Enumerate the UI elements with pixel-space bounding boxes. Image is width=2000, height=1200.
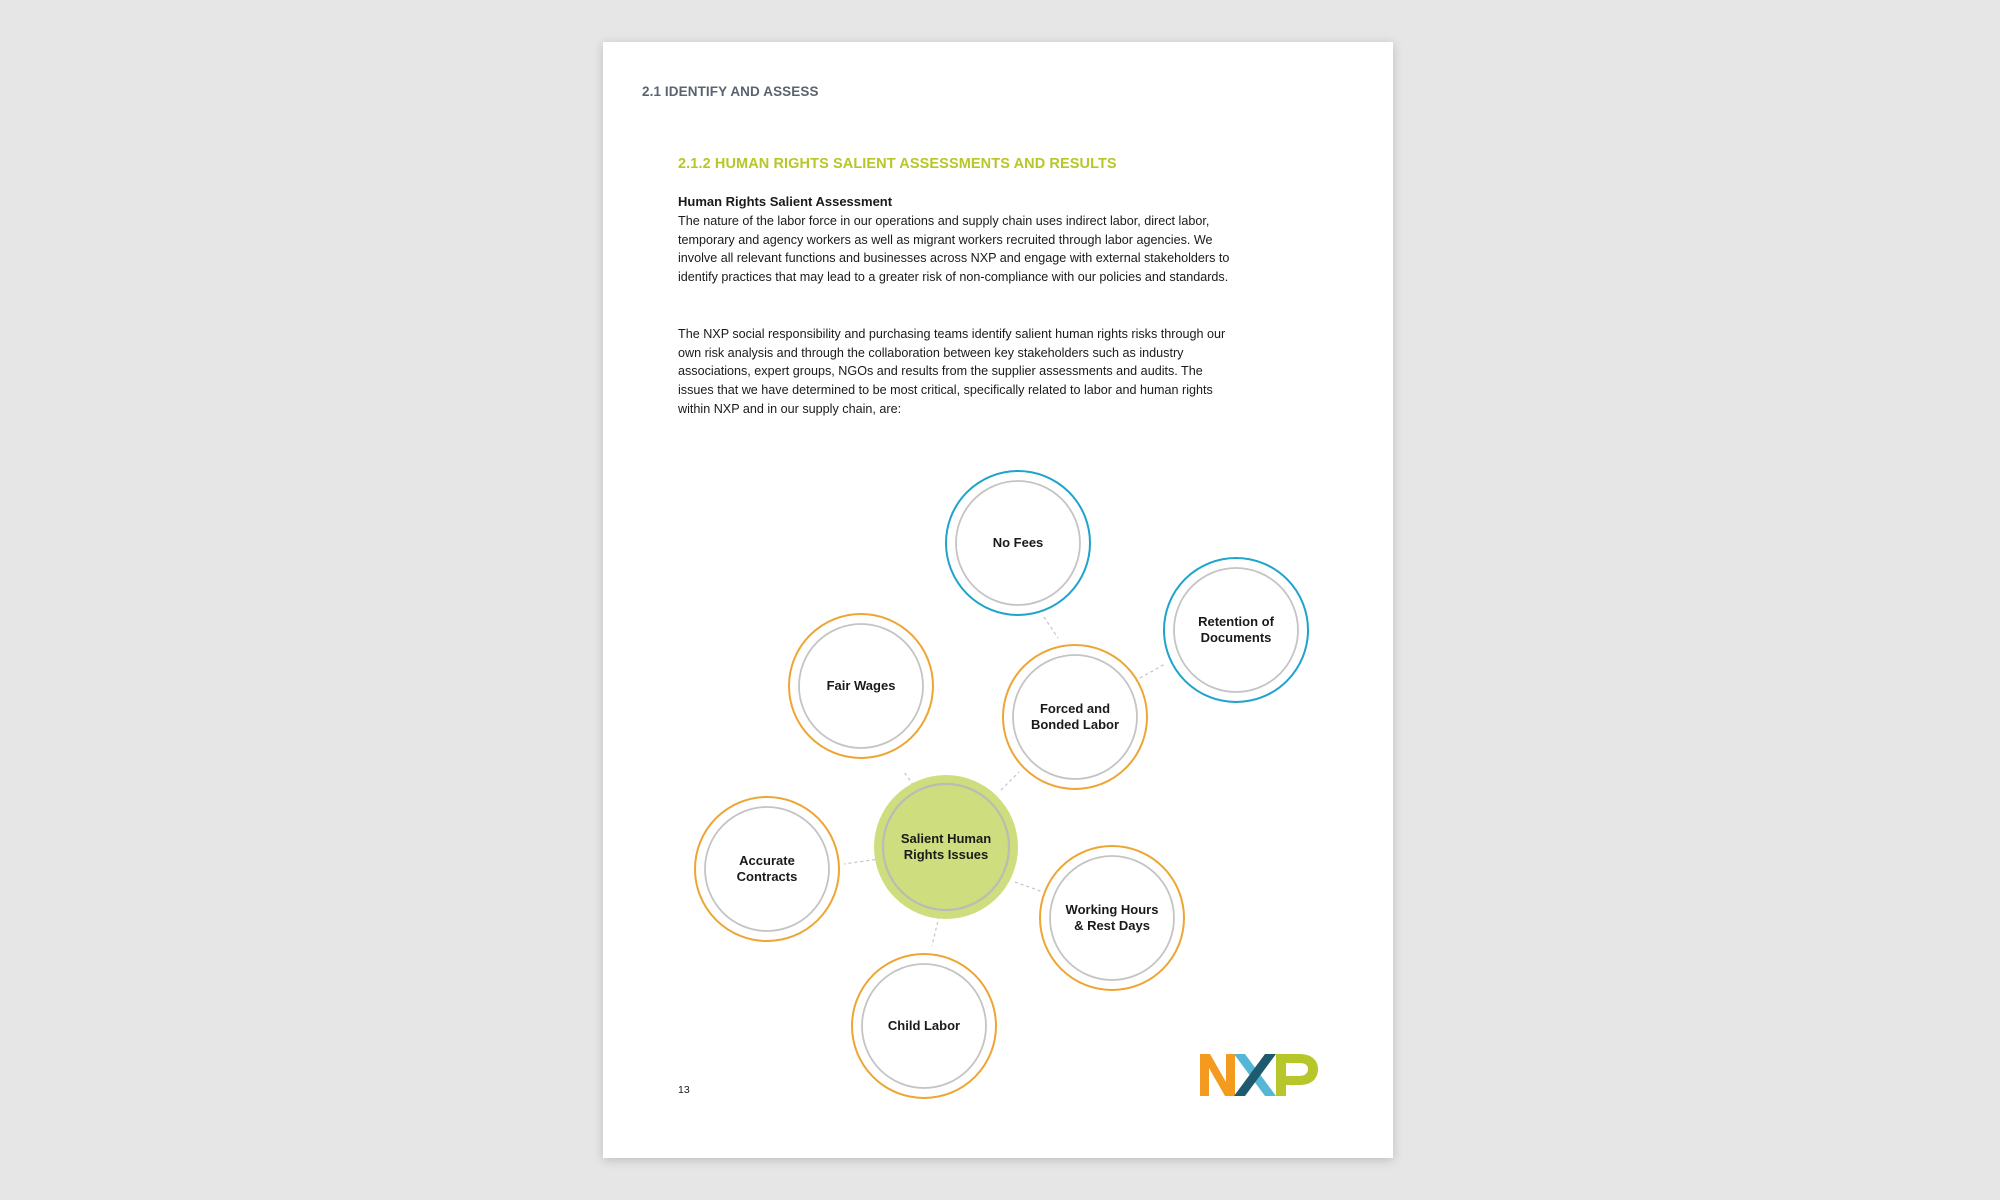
contracts-label xyxy=(702,853,832,885)
nxp-logo xyxy=(1200,1052,1320,1098)
working-hours-label xyxy=(1047,902,1177,934)
contracts-label-line-2: Contracts xyxy=(736,869,798,884)
center-label-line-2: Rights Issues xyxy=(903,847,989,862)
forced-label-line-2: Bonded Labor xyxy=(1030,717,1120,732)
forced-label xyxy=(1010,701,1140,733)
nxp-logo-n xyxy=(1200,1054,1235,1096)
center-label-line-1: Salient Human xyxy=(900,831,992,846)
child-labor-label xyxy=(859,1018,989,1034)
subheading: Human Rights Salient Assessment xyxy=(678,194,893,209)
working-hours-label-line-2: & Rest Days xyxy=(1074,918,1150,933)
connector-child-labor xyxy=(932,916,939,946)
fair-wages-label xyxy=(796,678,926,694)
salient-issues-diagram xyxy=(603,42,1393,1158)
no-fees-label-line-1: No Fees xyxy=(992,535,1044,550)
retention-label-line-2: Documents xyxy=(1200,630,1272,645)
child-labor-label-line-1: Child Labor xyxy=(887,1018,961,1033)
page-number: 13 xyxy=(678,1084,690,1096)
document-page xyxy=(603,42,1393,1158)
paragraph-1: The nature of the labor force in our operations and supply chain uses indirect labor, direct labor, temporary and agency workers as well as migrant workers recruited through labor agencies. We involve all relevant functions and businesses across NXP and engage with external stakeholders to identify practices that may lead to a greater risk of non-compliance with our policies and standards. xyxy=(678,214,1230,285)
retention-label-line-1: Retention of xyxy=(1198,614,1274,629)
working-hours-label-line-1: Working Hours xyxy=(1065,902,1159,917)
fair-wages-label-line-1: Fair Wages xyxy=(826,678,896,693)
retention-label xyxy=(1171,614,1301,646)
center-label xyxy=(881,831,1011,863)
connector-retention xyxy=(1140,664,1165,678)
subsection-title: 2.1.2 HUMAN RIGHTS SALIENT ASSESSMENTS AND RESULTS xyxy=(678,156,1117,172)
no-fees-label xyxy=(953,535,1083,551)
connector-no-fees xyxy=(1044,617,1058,638)
connector-working-hours xyxy=(1015,882,1043,892)
paragraph-2: The NXP social responsibility and purchasing teams identify salient human rights risks through our own risk analysis and through the collaboration between key stakeholders such as industry associations, expert groups, NGOs and results from the supplier assessments and audits. The issues that we have determined to be most critical, specifically related to labor and human rights within NXP and in our supply chain, are: xyxy=(678,327,1226,416)
forced-label-line-1: Forced and xyxy=(1039,701,1111,716)
contracts-label-line-1: Accurate xyxy=(739,853,795,868)
nxp-logo-p xyxy=(1276,1054,1318,1096)
section-label: 2.1 IDENTIFY AND ASSESS xyxy=(642,84,819,99)
connector-forced xyxy=(1001,772,1019,790)
